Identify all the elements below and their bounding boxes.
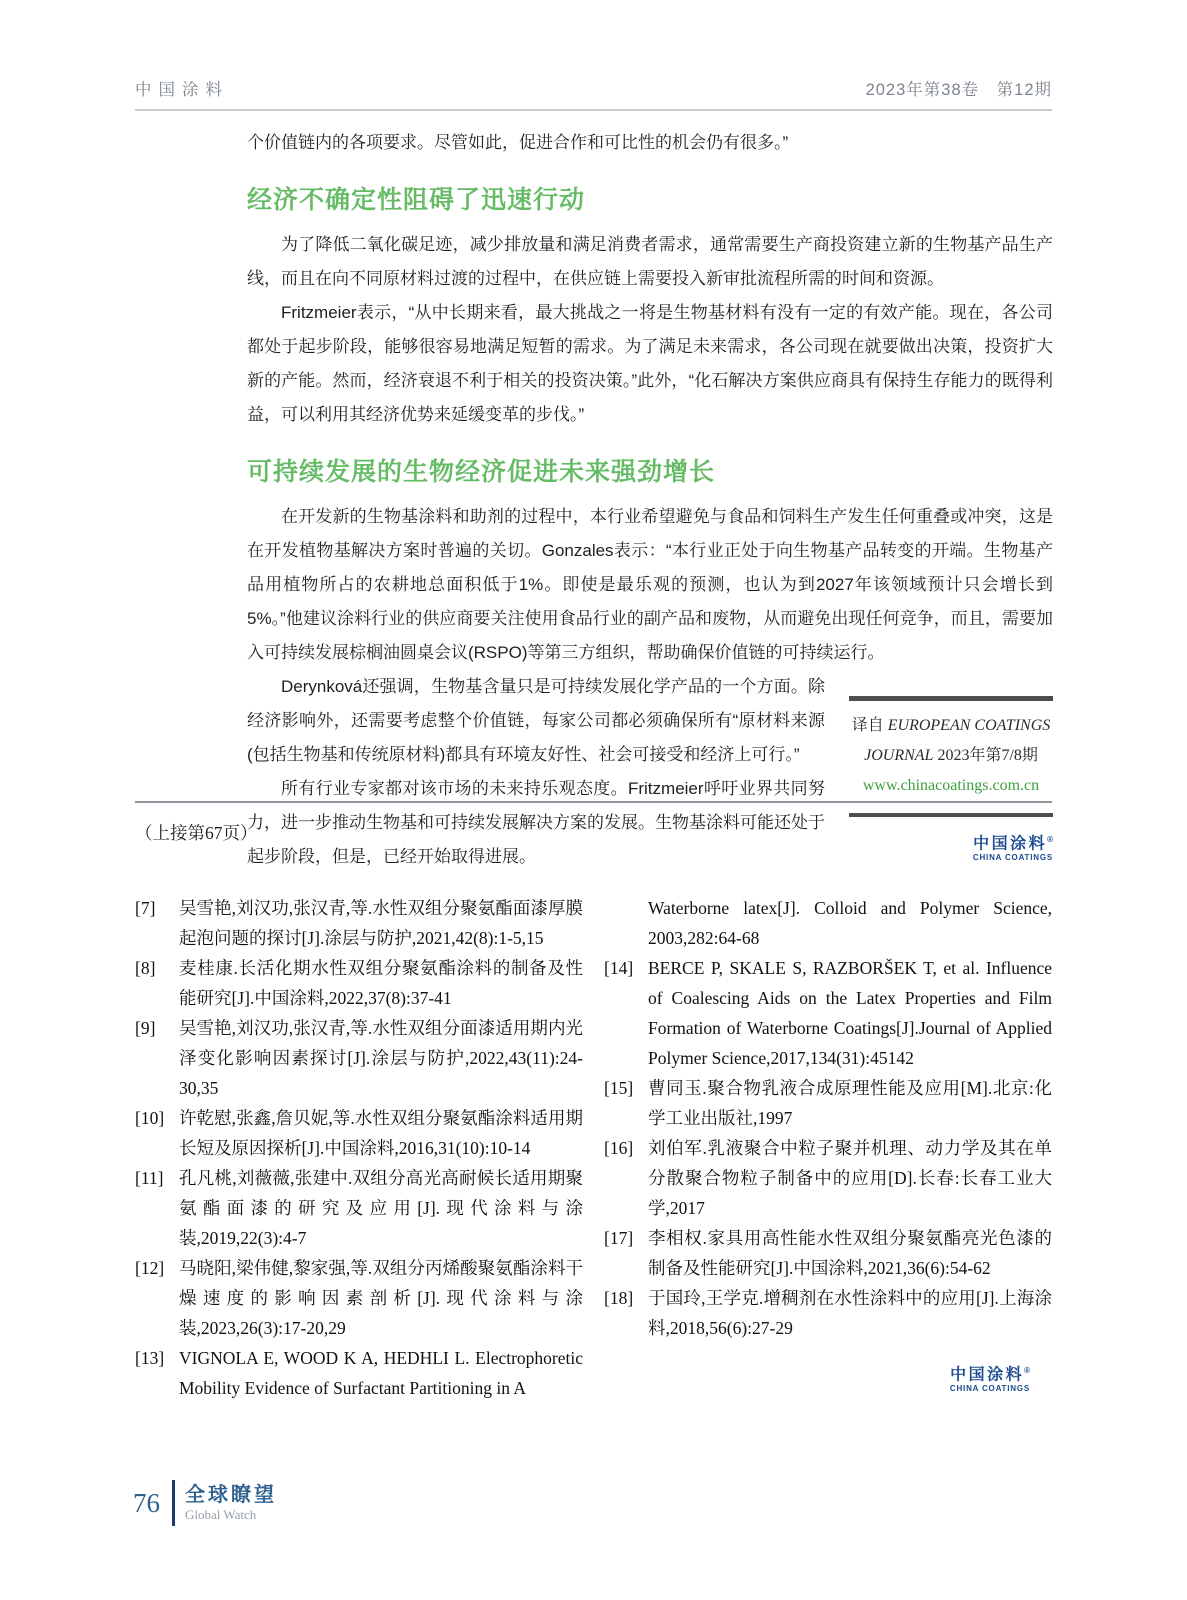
reference-item [604, 1223, 1052, 1283]
reference-number: [18] [604, 1288, 634, 1308]
logo-en-text: CHINA COATINGS [949, 1384, 1030, 1394]
reference-item [604, 1133, 1052, 1223]
journal-name: 中国涂料 [135, 81, 229, 99]
footer-section-title-cn: 全球瞭望 [185, 1484, 277, 1506]
website-link[interactable]: www.chinacoatings.com.cn [862, 777, 1040, 794]
reference-number: [15] [604, 1078, 634, 1098]
footer-divider-bar [172, 1480, 175, 1526]
page-footer [133, 1480, 277, 1526]
china-coatings-logo [950, 1362, 1030, 1394]
reference-number: [7] [135, 898, 156, 918]
section-heading-sustainable-bioeconomy: 可持续发展的生物经济促进未来强劲增长 [247, 458, 716, 486]
reference-number: [14] [604, 958, 634, 978]
reference-item-continuation [604, 893, 1052, 953]
reference-item [135, 1253, 583, 1343]
page-number: 76 [133, 1487, 160, 1518]
reference-item [135, 1163, 583, 1253]
reference-text: 于国玲,王学克.增稠剂在水性涂料中的应用[J].上海涂料,2018,56(6):27-29 [648, 1288, 1052, 1338]
source-attribution-box [849, 696, 1053, 817]
reference-number: [17] [604, 1228, 634, 1248]
reference-text: BERCE P, SKALE S, RAZBORŠEK T, et al. Influence of Coalescing Aids on the Latex Properties and Film Formation of Waterborne Coatings[J].Journal of Applied Polymer Science,2017,134(31):45142 [648, 958, 1052, 1068]
reference-item [135, 1103, 583, 1163]
reference-text: 孔凡桃,刘薇薇,张建中.双组分高光高耐候长适用期聚氨酯面漆的研究及应用[J].现代涂料与涂装,2019,22(3):4-7 [179, 1168, 583, 1248]
registered-mark: ® [1024, 1366, 1030, 1375]
reference-text: VIGNOLA E, WOOD K A, HEDHLI L. Electrophoretic Mobility Evidence of Surfactant Partitioning in A [179, 1348, 583, 1398]
reference-column-right [604, 893, 1052, 1403]
reference-item [135, 1013, 583, 1103]
reference-number: [9] [135, 1018, 156, 1038]
reference-number: [10] [135, 1108, 165, 1128]
reference-text: 吴雪艳,刘汉功,张汉青,等.水性双组分面漆适用期内光泽变化影响因素探讨[J].涂层与防护,2022,43(11):24-30,35 [179, 1018, 583, 1098]
logo-cn-text: 中国涂料 [973, 835, 1048, 853]
registered-mark: ® [1047, 835, 1053, 844]
source-sidebar [849, 696, 1053, 863]
page-header [135, 76, 1052, 111]
reference-text: 吴雪艳,刘汉功,张汉青,等.水性双组分聚氨酯面漆厚膜起泡问题的探讨[J].涂层与防护,2021,42(8):1-5,15 [179, 898, 583, 948]
reference-item [604, 1283, 1052, 1343]
article-body [247, 126, 1053, 874]
footer-section-title-en: Global Watch [185, 1507, 257, 1522]
reference-item [135, 953, 583, 1013]
reference-text: 刘伯军.乳液聚合中粒子聚并机理、动力学及其在单分散聚合物粒子制备中的应用[D].长春:长春工业大学,2017 [648, 1138, 1052, 1218]
paragraph: Fritzmeier表示，“从中长期来看，最大挑战之一将是生物基材料有没有一定的有效产能。现在，各公司都处于起步阶段，能够很容易地满足短暂的需求。为了满足未来需求，各公司现在就要做出决策，投资扩大新的产能。然而，经济衰退不利于相关的投资决策。”此外，“化石解决方案供应商具有保持生存能力的既得利益，可以利用其经济优势来延缓变革的步伐。” [247, 303, 1053, 424]
reference-item [135, 1343, 583, 1403]
continued-from-note: （上接第67页） [135, 823, 258, 843]
reference-item [604, 953, 1052, 1073]
wrapped-text-column [247, 670, 825, 874]
section-heading-economic-uncertainty: 经济不确定性阻碍了迅速行动 [247, 186, 586, 214]
reference-text: 麦桂康.长活化期水性双组分聚氨酯涂料的制备及性能研究[J].中国涂料,2022,37(8):37-41 [179, 958, 583, 1008]
paragraph: 为了降低二氧化碳足迹，减少排放量和满足消费者需求，通常需要生产商投资建立新的生物基产品生产线，而且在向不同原材料过渡的过程中，在供应链上需要投入新审批流程所需的时间和资源。 [247, 235, 1053, 288]
section-divider [135, 801, 1052, 803]
reference-list [135, 893, 1052, 1403]
reference-number: [13] [135, 1348, 165, 1368]
reference-column-left [135, 893, 583, 1403]
text-with-sidebar-row [247, 670, 1053, 874]
source-issue: 2023年第7/8期 [937, 747, 1038, 764]
reference-text: 许乾慰,张鑫,詹贝妮,等.水性双组分聚氨酯涂料适用期长短及原因探析[J].中国涂料,2016,31(10):10-14 [179, 1108, 583, 1158]
reference-number: [8] [135, 958, 156, 978]
paragraph: 所有行业专家都对该市场的未来持乐观态度。Fritzmeier呼吁业界共同努力，进一步推动生物基和可持续发展解决方案的发展。生物基涂料可能还处于起步阶段，但是，已经开始取得进展。 [247, 779, 825, 866]
china-coatings-logo [849, 831, 1053, 863]
logo-en-text: CHINA COATINGS [972, 853, 1053, 863]
reference-text: 曹同玉.聚合物乳液合成原理性能及应用[M].北京:化学工业出版社,1997 [648, 1078, 1052, 1128]
reference-item [135, 893, 583, 953]
reference-number [604, 893, 648, 953]
reference-item [604, 1073, 1052, 1133]
reference-number: [11] [135, 1168, 164, 1188]
issue-info: 2023年第38卷 第12期 [865, 81, 1052, 99]
paragraph: 在开发新的生物基涂料和助剂的过程中，本行业希望避免与食品和饲料生产发生任何重叠或冲突，这是在开发植物基解决方案时普遍的关切。Gonzales表示：“本行业正处于向生物基产品转变的开端。生物基产品用植物所占的农耕地总面积低于1%。即使是最乐观的预测，也认为到2027年该领域预计只会增长到5%。”他建议涂料行业的供应商要关注使用食品行业的副产品和废物，从而避免出现任何竞争，而且，需要加入可持续发展棕榈油圆桌会议(RSPO)等第三方组织，帮助确保价值链的可持续运行。 [247, 507, 1053, 662]
intro-paragraph: 个价值链内的各项要求。尽管如此，促进合作和可比性的机会仍有很多。” [247, 133, 789, 152]
reference-number: [12] [135, 1258, 165, 1278]
source-journal-title: EUROPEAN COATINGS JOURNAL [864, 717, 1051, 764]
logo-cn-text: 中国涂料 [950, 1366, 1025, 1384]
reference-text: Waterborne latex[J]. Colloid and Polymer Science, 2003,282:64-68 [648, 898, 1052, 948]
reference-text: 马晓阳,梁伟健,黎家强,等.双组分丙烯酸聚氨酯涂料干燥速度的影响因素剖析[J].现代涂料与涂装,2023,26(3):17-20,29 [179, 1258, 583, 1338]
translated-from-label: 译自 [851, 717, 884, 734]
reference-text: 李相权.家具用高性能水性双组分聚氨酯亮光色漆的制备及性能研究[J].中国涂料,2021,36(6):54-62 [648, 1228, 1052, 1278]
paragraph: Derynková还强调，生物基含量只是可持续发展化学产品的一个方面。除经济影响外，还需要考虑整个价值链，每家公司都必须确保所有“原材料来源(包括生物基和传统原材料)都具有环境友好性、社会可接受和经济上可行。” [247, 677, 825, 764]
reference-number: [16] [604, 1138, 634, 1158]
